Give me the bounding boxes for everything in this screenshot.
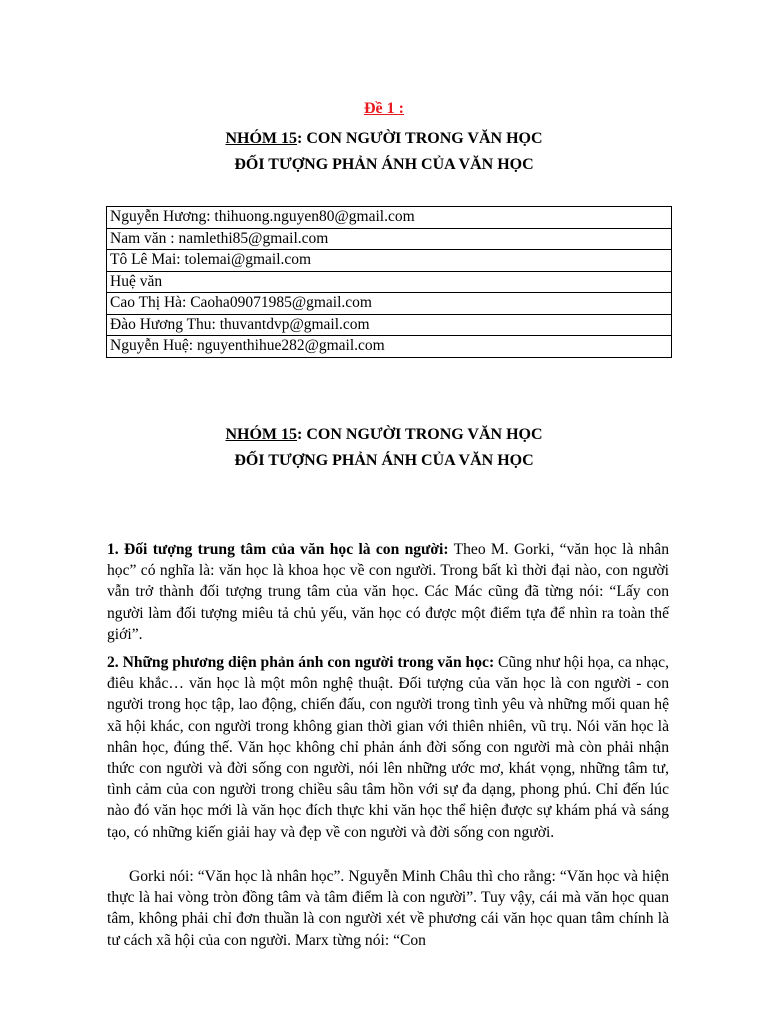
members-table bbox=[106, 206, 672, 358]
table-row bbox=[107, 271, 672, 293]
table-row bbox=[107, 250, 672, 272]
paragraph-text: Gorki nói: “Văn học là nhân học”. Nguyễn Minh Châu thì cho rằng: “Văn học và hiện thực là hai vòng tròn đồng tâm và tâm điểm là con người”. Tuy vậy, cái mà văn học quan tâm, không phải chỉ đơn thuần là con người xét về phương cái văn học quan tâm chính là tư cách xã hội của con người. Marx từng nói: “Con bbox=[107, 868, 669, 949]
group-label: NHÓM 15 bbox=[225, 426, 298, 443]
table-row bbox=[107, 228, 672, 250]
paragraph-3 bbox=[107, 866, 669, 951]
title-line bbox=[0, 422, 768, 448]
member-cell: Huệ văn bbox=[107, 271, 672, 293]
paragraph-2 bbox=[107, 652, 669, 843]
exam-heading: Đề 1 : bbox=[364, 100, 404, 117]
table-row bbox=[107, 336, 672, 358]
title-block-top bbox=[0, 126, 768, 178]
member-cell: Cao Thị Hà: Caoha09071985@gmail.com bbox=[107, 293, 672, 315]
member-cell: Đào Hương Thu: thuvantdvp@gmail.com bbox=[107, 314, 672, 336]
paragraph-text: Cũng như hội họa, ca nhạc, điêu khắc… văn học là một môn nghệ thuật. Đối tượng của văn học là con người - con người trong học tập, lao động, chiến đấu, con người trong tình yêu và những mối quan hệ xã hội khác, con người trong không gian thời gian với thiên nhiên, vũ trụ. Nói văn học là nhân học, đúng thế. Văn học không chỉ phản ánh đời sống con người mà còn phải nhận thức con người và đời sống con người, nói lên những ước mơ, khát vọng, những tâm tư, tình cảm của con người trong chiều sâu tâm hồn với sự đa dạng, phong phú. Chỉ đến lúc nào đó văn học mới là văn học đích thực khi văn học thể hiện được sự khám phá và sáng tạo, có những kiến giải hay và đẹp về con người và đời sống con người. bbox=[107, 654, 670, 841]
paragraph-text: Theo M. Gorki, “văn học là nhân học” có nghĩa là: văn học là khoa học về con người. Trong bất kì thời đại nào, con người vẫn trở thành đối tượng trung tâm của văn học. Các Mác cũng đã từng nói: “Lấy con người làm đối tượng miêu tả chủ yếu, văn học có được một điểm tựa để nhìn ra toàn thế giới”. bbox=[107, 541, 670, 643]
member-cell: Nguyễn Hương: thihuong.nguyen80@gmail.com bbox=[107, 207, 672, 229]
title-line bbox=[0, 126, 768, 152]
paragraph-1 bbox=[107, 539, 669, 645]
paragraph-heading: 1. Đối tượng trung tâm của văn học là con người: bbox=[107, 541, 449, 558]
paragraph-heading: 2. Những phương diện phản ánh con người trong văn học: bbox=[107, 654, 495, 671]
group-label: NHÓM 15 bbox=[225, 130, 298, 147]
subtitle-line: ĐỐI TƯỢNG PHẢN ÁNH CỦA VĂN HỌC bbox=[234, 156, 534, 173]
member-cell: Tô Lê Mai: tolemai@gmail.com bbox=[107, 250, 672, 272]
subtitle-line: ĐỐI TƯỢNG PHẢN ÁNH CỦA VĂN HỌC bbox=[234, 452, 534, 469]
member-cell: Nam văn : namlethi85@gmail.com bbox=[107, 228, 672, 250]
table-row bbox=[107, 314, 672, 336]
group-title: : CON NGƯỜI TRONG VĂN HỌC bbox=[297, 426, 543, 443]
table-row bbox=[107, 207, 672, 229]
member-cell: Nguyễn Huệ: nguyenthihue282@gmail.com bbox=[107, 336, 672, 358]
group-title: : CON NGƯỜI TRONG VĂN HỌC bbox=[297, 130, 543, 147]
title-block-main bbox=[0, 422, 768, 474]
table-row bbox=[107, 293, 672, 315]
